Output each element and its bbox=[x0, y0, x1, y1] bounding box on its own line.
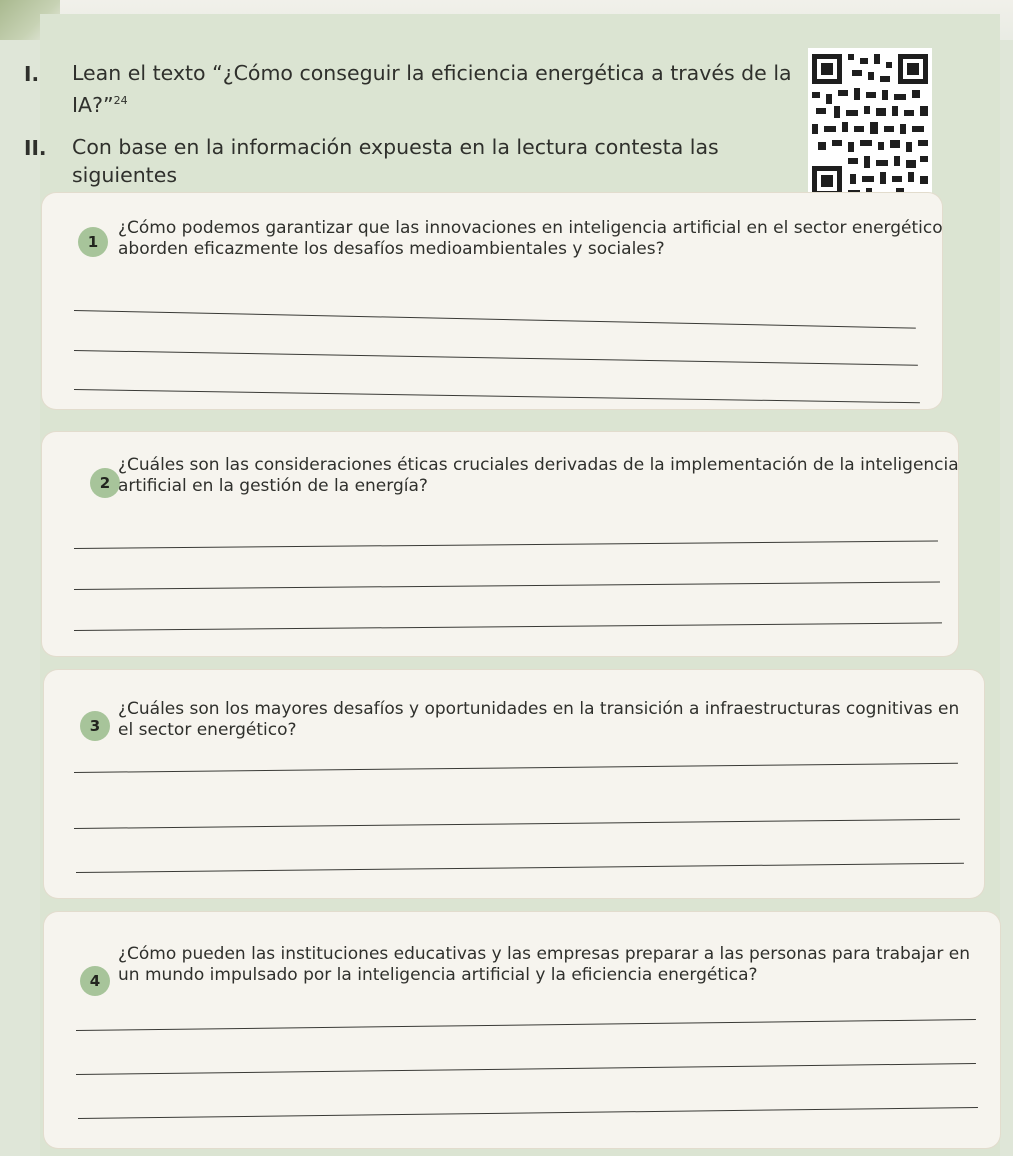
question-2-number: 2 bbox=[90, 468, 120, 498]
question-3-text bbox=[118, 699, 959, 741]
question-3-line1: ¿Cuáles son los mayores desafíos y oportunidades en la transición a infraestructuras cognitivas en bbox=[118, 699, 960, 719]
footnote-marker: 24 bbox=[113, 94, 128, 107]
question-3-line2: el sector energético? bbox=[118, 720, 297, 740]
question-2-line2: artificial en la gestión de la energía? bbox=[118, 476, 428, 496]
qr-code-pattern bbox=[808, 48, 932, 208]
question-3-number: 3 bbox=[80, 711, 110, 741]
question-1-line1: ¿Cómo podemos garantizar que las innovaciones en inteligencia artificial en el sector energético bbox=[118, 218, 943, 238]
question-1-text bbox=[118, 218, 943, 260]
qr-code[interactable] bbox=[808, 48, 932, 208]
section-one-numeral: I. bbox=[24, 62, 40, 86]
question-4-number: 4 bbox=[80, 966, 110, 996]
section-one-line2: IA?” bbox=[72, 92, 114, 117]
section-one-line1: Lean el texto “¿Cómo conseguir la eficiencia energética a través de la bbox=[72, 61, 792, 85]
question-4-text bbox=[118, 944, 970, 986]
question-4-line1: ¿Cómo pueden las instituciones educativas y las empresas preparar a las personas para trabajar en bbox=[118, 944, 970, 964]
question-1-line2: aborden eficazmente los desafíos medioambientales y sociales? bbox=[118, 239, 665, 259]
question-1-number: 1 bbox=[78, 227, 108, 257]
section-one-text bbox=[72, 59, 802, 119]
question-4-line2: un mundo impulsado por la inteligencia artificial y la eficiencia energética? bbox=[118, 965, 758, 985]
section-two-numeral: II. bbox=[24, 136, 47, 160]
section-two-line1: Con base en la información expuesta en la lectura contesta las siguientes bbox=[72, 135, 719, 187]
question-2-text bbox=[118, 455, 959, 497]
question-2-line1: ¿Cuáles son las consideraciones éticas cruciales derivadas de la implementación de la inteligencia bbox=[118, 455, 959, 475]
